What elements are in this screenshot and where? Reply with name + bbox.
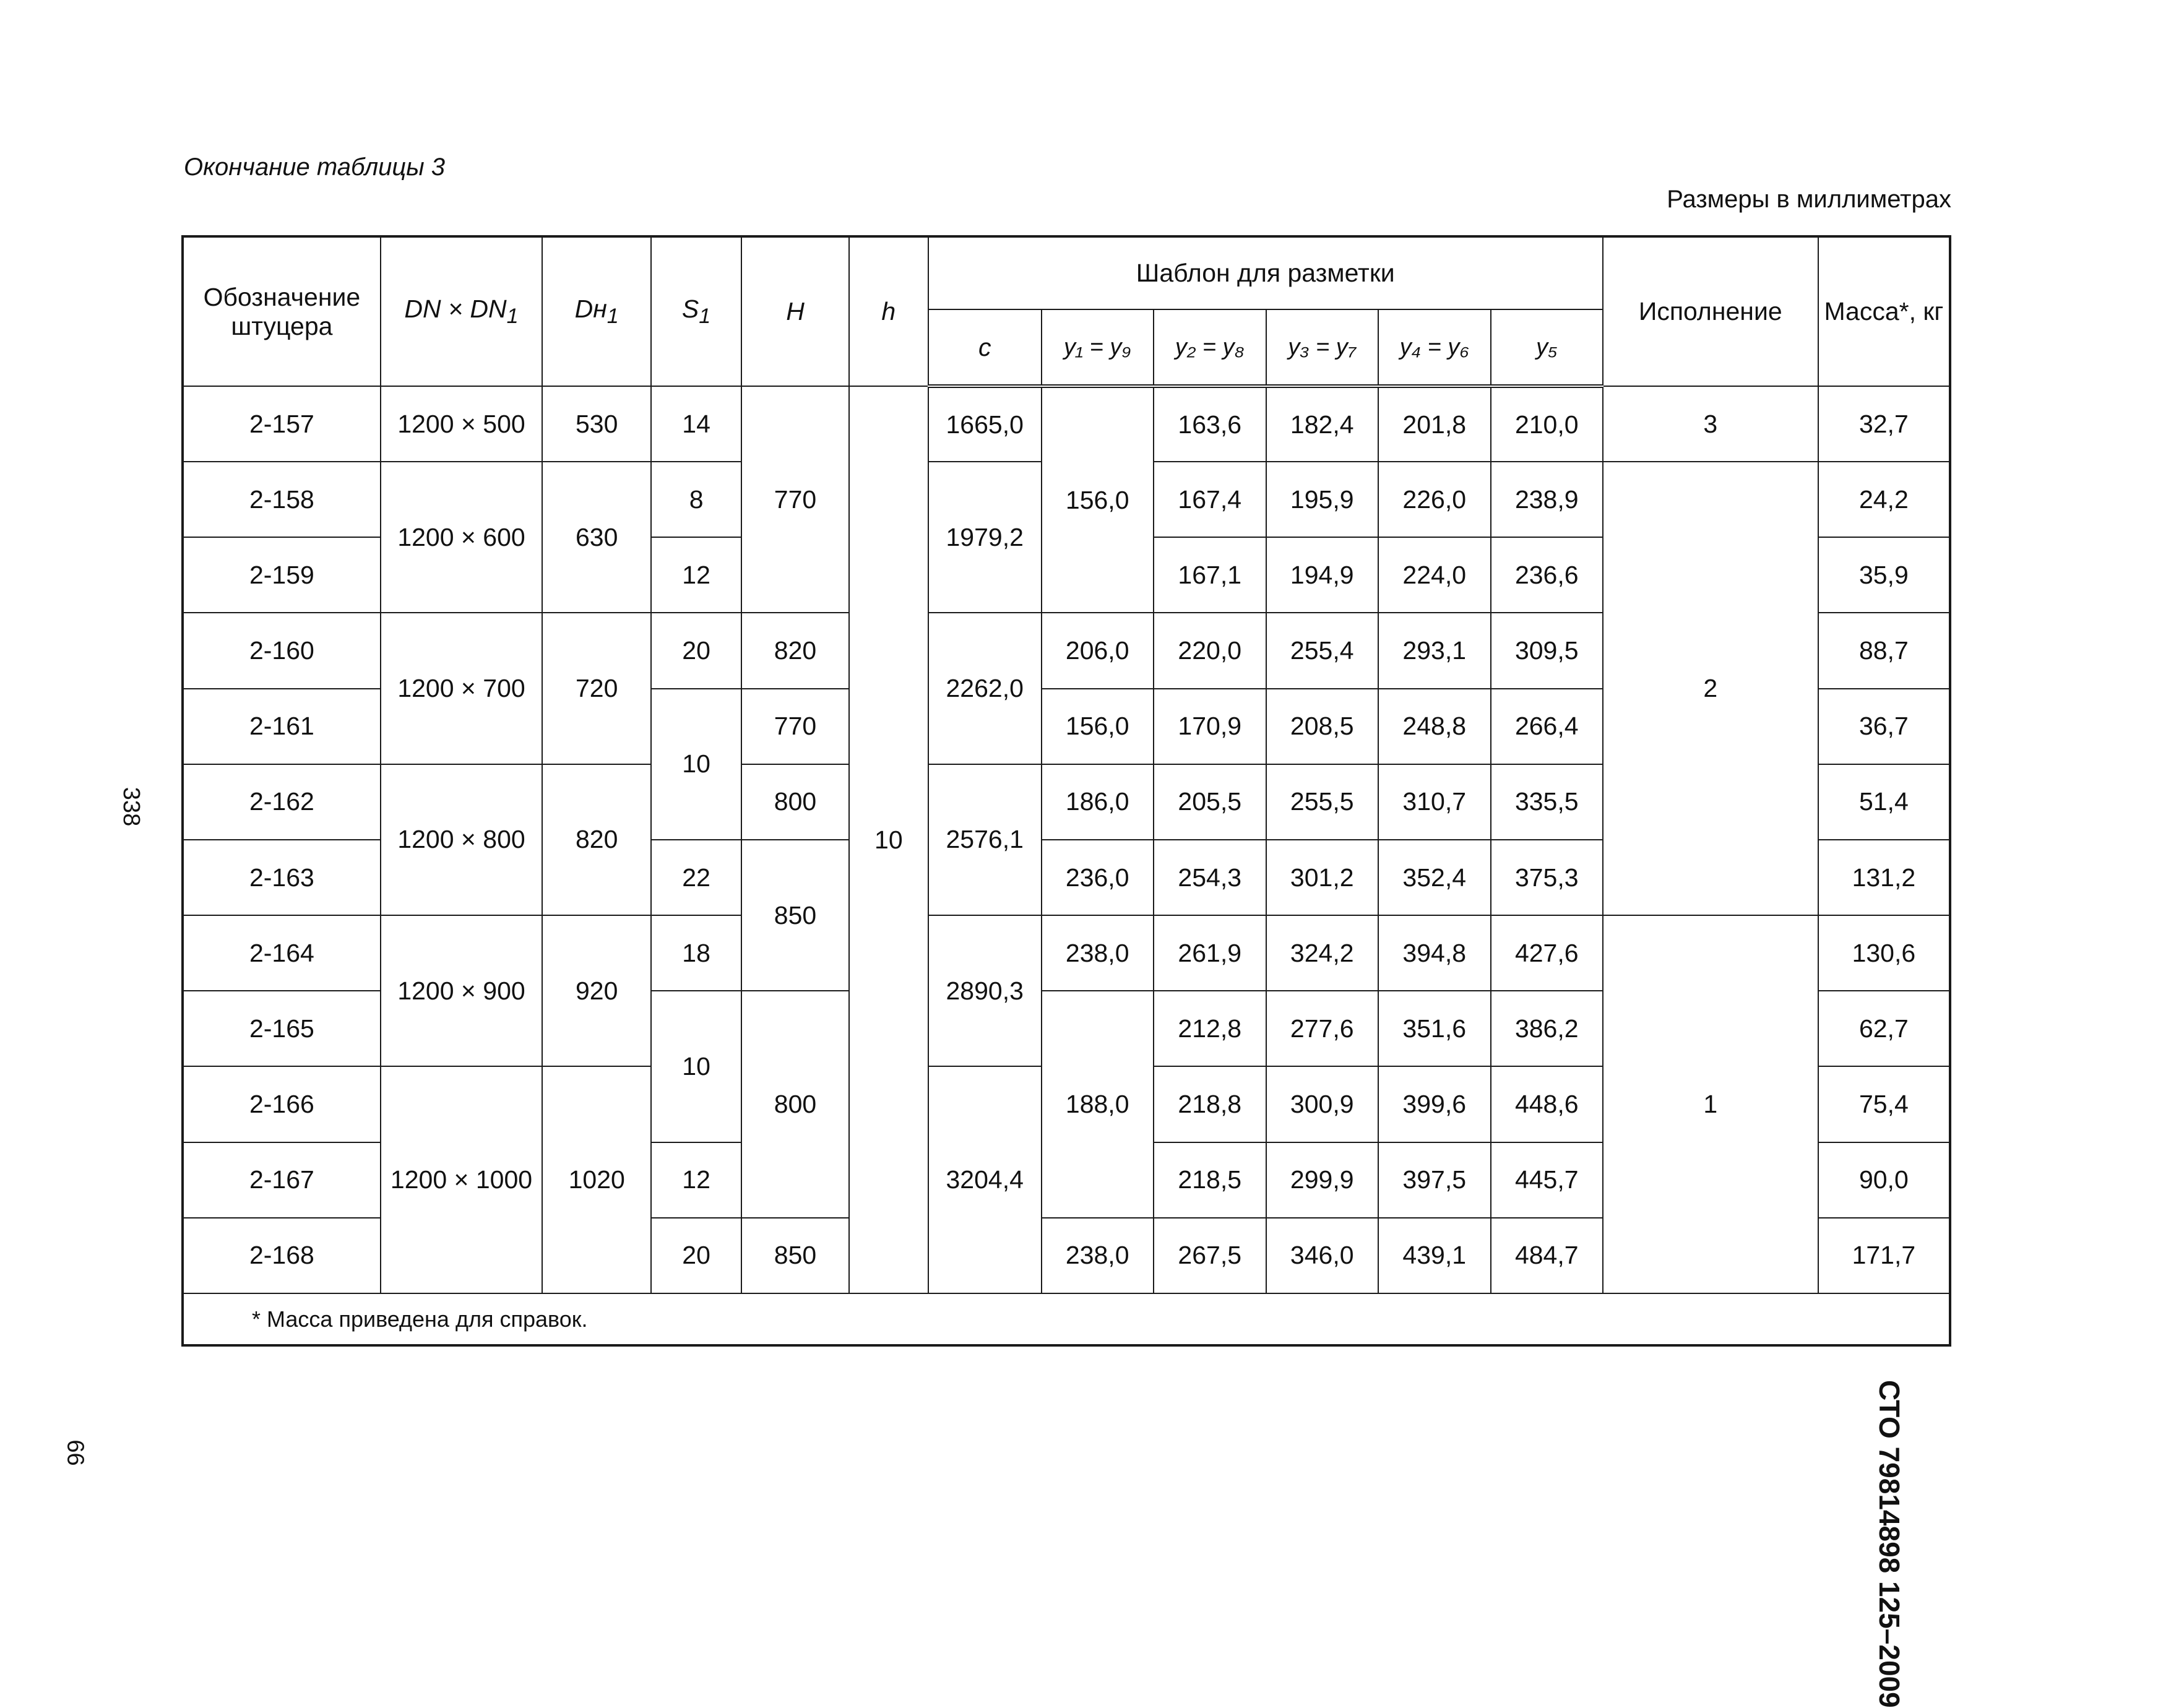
standard-designation: СТО 79814898 125–2009 — [1873, 1380, 1906, 1708]
designation-cell: 2-167 — [183, 1142, 381, 1218]
header-dh: $Dн_1$ — [542, 236, 651, 386]
y28-cell: 205,5 — [1154, 764, 1266, 840]
designation-cell: 2-163 — [183, 840, 381, 915]
y46-cell: 439,1 — [1378, 1218, 1491, 1293]
y46-cell: 226,0 — [1378, 462, 1491, 537]
y37-cell: 277,6 — [1266, 991, 1378, 1066]
mass-cell: 90,0 — [1818, 1142, 1950, 1218]
dn-cell: 1200 × 900 — [381, 915, 542, 1066]
H-cell: 850 — [741, 1218, 849, 1293]
header-s: $S_1$ — [651, 236, 741, 386]
s-cell: 8 — [651, 462, 741, 537]
y46-cell: 352,4 — [1378, 840, 1491, 915]
y46-cell: 310,7 — [1378, 764, 1491, 840]
y28-cell: 167,1 — [1154, 537, 1266, 613]
designation-cell: 2-168 — [183, 1218, 381, 1293]
header-c: c — [928, 309, 1042, 386]
s-cell: 10 — [651, 991, 741, 1142]
table-row — [183, 386, 1950, 462]
y28-cell: 254,3 — [1154, 840, 1266, 915]
y37-cell: 182,4 — [1266, 386, 1378, 462]
header-y5: y₅ — [1491, 309, 1603, 386]
s-cell: 20 — [651, 1218, 741, 1293]
header-y3-y7: y₃ = y₇ — [1266, 309, 1378, 386]
c-cell: 1979,2 — [928, 462, 1042, 613]
y5-cell: 335,5 — [1491, 764, 1603, 840]
y37-cell: 346,0 — [1266, 1218, 1378, 1293]
y5-cell: 386,2 — [1491, 991, 1603, 1066]
dh-cell: 720 — [542, 613, 651, 764]
designation-cell: 2-158 — [183, 462, 381, 537]
y5-cell: 309,5 — [1491, 613, 1603, 688]
y46-cell: 399,6 — [1378, 1066, 1491, 1142]
y46-cell: 397,5 — [1378, 1142, 1491, 1218]
y28-cell: 261,9 — [1154, 915, 1266, 991]
s-cell: 10 — [651, 689, 741, 840]
header-version: Исполнение — [1603, 236, 1818, 386]
mass-cell: 62,7 — [1818, 991, 1950, 1066]
s-cell: 22 — [651, 840, 741, 915]
y5-cell: 427,6 — [1491, 915, 1603, 991]
s-cell: 12 — [651, 537, 741, 613]
y19-cell: 156,0 — [1042, 386, 1154, 613]
y5-cell: 448,6 — [1491, 1066, 1603, 1142]
mass-cell: 51,4 — [1818, 764, 1950, 840]
H-cell: 820 — [741, 613, 849, 688]
c-cell: 1665,0 — [928, 386, 1042, 462]
y28-cell: 163,6 — [1154, 386, 1266, 462]
version-cell: 1 — [1603, 915, 1818, 1293]
dimensions-table — [181, 235, 1951, 1347]
mass-cell: 35,9 — [1818, 537, 1950, 613]
y5-cell: 484,7 — [1491, 1218, 1603, 1293]
y37-cell: 195,9 — [1266, 462, 1378, 537]
version-cell: 3 — [1603, 386, 1818, 462]
H-cell: 800 — [741, 764, 849, 840]
H-cell: 850 — [741, 840, 849, 991]
header-y2-y8: y₂ = y₈ — [1154, 309, 1266, 386]
header-y1-y9: y₁ = y₉ — [1042, 309, 1154, 386]
mass-cell: 24,2 — [1818, 462, 1950, 537]
y37-cell: 301,2 — [1266, 840, 1378, 915]
designation-cell: 2-165 — [183, 991, 381, 1066]
y19-cell: 156,0 — [1042, 689, 1154, 764]
c-cell: 2262,0 — [928, 613, 1042, 764]
y19-cell: 238,0 — [1042, 1218, 1154, 1293]
c-cell: 2890,3 — [928, 915, 1042, 1066]
c-cell: 3204,4 — [928, 1066, 1042, 1293]
y28-cell: 218,5 — [1154, 1142, 1266, 1218]
header-H: H — [741, 236, 849, 386]
dh-cell: 1020 — [542, 1066, 651, 1293]
mass-cell: 171,7 — [1818, 1218, 1950, 1293]
designation-cell: 2-166 — [183, 1066, 381, 1142]
s-cell: 14 — [651, 386, 741, 462]
designation-cell: 2-161 — [183, 689, 381, 764]
y46-cell: 293,1 — [1378, 613, 1491, 688]
dh-cell: 630 — [542, 462, 651, 613]
designation-cell: 2-160 — [183, 613, 381, 688]
header-mass: Масса*, кг — [1818, 236, 1950, 386]
mass-cell: 75,4 — [1818, 1066, 1950, 1142]
H-cell: 770 — [741, 386, 849, 613]
y5-cell: 266,4 — [1491, 689, 1603, 764]
table-footnote: * Масса приведена для справок. — [183, 1293, 1950, 1345]
y19-cell: 236,0 — [1042, 840, 1154, 915]
dn-cell: 1200 × 600 — [381, 462, 542, 613]
header-dn: DN × $DN_1$ — [381, 236, 542, 386]
dn-cell: 1200 × 800 — [381, 764, 542, 915]
y5-cell: 210,0 — [1491, 386, 1603, 462]
y5-cell: 238,9 — [1491, 462, 1603, 537]
y28-cell: 218,8 — [1154, 1066, 1266, 1142]
y19-cell: 186,0 — [1042, 764, 1154, 840]
table-caption: Окончание таблицы 3 — [184, 153, 446, 181]
page-number-secondary: 66 — [62, 1439, 88, 1466]
y28-cell: 170,9 — [1154, 689, 1266, 764]
y37-cell: 255,4 — [1266, 613, 1378, 688]
header-y4-y6: y₄ = y₆ — [1378, 309, 1491, 386]
table-row — [183, 915, 1950, 991]
y46-cell: 248,8 — [1378, 689, 1491, 764]
dn-cell: 1200 × 700 — [381, 613, 542, 764]
header-h: h — [849, 236, 928, 386]
c-cell: 2576,1 — [928, 764, 1042, 915]
y37-cell: 208,5 — [1266, 689, 1378, 764]
dn-cell: 1200 × 1000 — [381, 1066, 542, 1293]
h-cell: 10 — [849, 386, 928, 1293]
dh-cell: 920 — [542, 915, 651, 1066]
s-cell: 12 — [651, 1142, 741, 1218]
y37-cell: 324,2 — [1266, 915, 1378, 991]
header-designation: Обозначение штуцера — [183, 236, 381, 386]
y46-cell: 394,8 — [1378, 915, 1491, 991]
dh-cell: 820 — [542, 764, 651, 915]
mass-cell: 131,2 — [1818, 840, 1950, 915]
y28-cell: 220,0 — [1154, 613, 1266, 688]
y5-cell: 445,7 — [1491, 1142, 1603, 1218]
s-cell: 18 — [651, 915, 741, 991]
y19-cell: 206,0 — [1042, 613, 1154, 688]
units-note: Размеры в миллиметрах — [1667, 186, 1951, 213]
y28-cell: 267,5 — [1154, 1218, 1266, 1293]
y46-cell: 351,6 — [1378, 991, 1491, 1066]
designation-cell: 2-157 — [183, 386, 381, 462]
y46-cell: 201,8 — [1378, 386, 1491, 462]
mass-cell: 130,6 — [1818, 915, 1950, 991]
H-cell: 800 — [741, 991, 849, 1217]
s-cell: 20 — [651, 613, 741, 688]
H-cell: 770 — [741, 689, 849, 764]
y5-cell: 236,6 — [1491, 537, 1603, 613]
header-template: Шаблон для разметки — [928, 236, 1603, 309]
designation-cell: 2-164 — [183, 915, 381, 991]
y19-cell: 188,0 — [1042, 991, 1154, 1217]
y37-cell: 194,9 — [1266, 537, 1378, 613]
designation-cell: 2-162 — [183, 764, 381, 840]
designation-cell: 2-159 — [183, 537, 381, 613]
mass-cell: 36,7 — [1818, 689, 1950, 764]
page-number-primary: 338 — [118, 787, 145, 827]
mass-cell: 32,7 — [1818, 386, 1950, 462]
y37-cell: 299,9 — [1266, 1142, 1378, 1218]
dn-cell: 1200 × 500 — [381, 386, 542, 462]
y5-cell: 375,3 — [1491, 840, 1603, 915]
mass-cell: 88,7 — [1818, 613, 1950, 688]
version-cell: 2 — [1603, 462, 1818, 915]
dh-cell: 530 — [542, 386, 651, 462]
y28-cell: 212,8 — [1154, 991, 1266, 1066]
y28-cell: 167,4 — [1154, 462, 1266, 537]
y37-cell: 300,9 — [1266, 1066, 1378, 1142]
y37-cell: 255,5 — [1266, 764, 1378, 840]
y46-cell: 224,0 — [1378, 537, 1491, 613]
y19-cell: 238,0 — [1042, 915, 1154, 991]
